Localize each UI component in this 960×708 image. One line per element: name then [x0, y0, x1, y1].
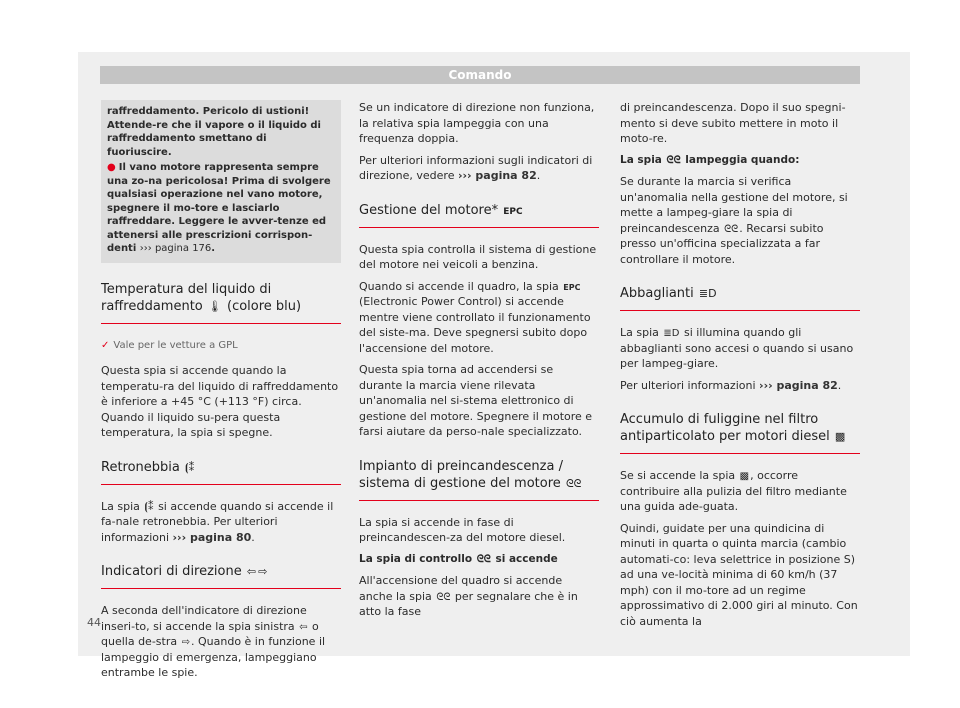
paragraph [620, 325, 860, 372]
turn-left-icon: ⇦ [246, 565, 257, 578]
text: Quando si accende il quadro, la spia [359, 279, 559, 293]
text: si accende [495, 552, 558, 565]
paragraph [359, 153, 599, 184]
text: (Electronic Power Control) si accende mentre viene controllato il funzionamento del siste-ma. Deve spegnersi subito dopo l'accensione del motore. [359, 295, 591, 355]
paragraph [620, 378, 860, 394]
page-link[interactable]: ››› pagina 82 [759, 378, 838, 392]
subheading [620, 153, 860, 169]
particulate-filter-icon: ▩ [739, 471, 750, 482]
particulate-filter-icon: ▩ [834, 430, 846, 443]
page-link[interactable]: ››› pagina 80 [172, 530, 252, 544]
heading-text: Abbaglianti [620, 286, 694, 301]
heading-text: antiparticolato per motori diesel [620, 429, 830, 444]
text: Per ulteriori informazioni sugli indicatori di direzione, vedere [359, 153, 593, 182]
checkmark-icon: ✓ [101, 339, 110, 351]
text: La spia [620, 153, 662, 166]
text: Per ulteriori informazioni [620, 378, 756, 392]
paragraph [101, 603, 341, 681]
high-beam-icon: ≣D [663, 328, 680, 339]
text: Se si accende la spia [620, 469, 736, 482]
epc-icon: EPC [503, 206, 523, 217]
punctuation: . [251, 530, 255, 544]
turn-right-icon: ⇨ [258, 565, 268, 578]
warning-page-link[interactable]: ››› pagina 176 [139, 243, 212, 254]
heading-text: Accumulo di fuliggine nel filtro [620, 412, 819, 427]
section-heading-temperature [101, 281, 341, 324]
paragraph: Quindi, guidate per una quindicina di minuti in quarta o quinta marcia (cambio automati-co: leva selettrice in posizione S) ad una ve-locità minima di 60 km/h (37 mph) con il mo-tore ad un regime approssimativo di 2.000 giri al minuto. Con ciò aumenta la [620, 521, 858, 628]
text: si accende quando si accende il fa-nale retronebbia. Per ulteriori informazioni [101, 499, 334, 544]
text: La spia di controllo [359, 552, 473, 565]
paragraph [620, 174, 860, 267]
coolant-temperature-icon: 🌡 [207, 299, 222, 313]
heading-text: Gestione del motore* [359, 202, 499, 218]
text: o quella de-stra [101, 619, 319, 648]
column-3 [620, 100, 860, 635]
section-heading-high-beam [620, 285, 860, 311]
note-text: Vale per le vetture a GPL [113, 339, 238, 351]
turn-left-icon: ⇦ [299, 621, 308, 633]
paragraph [359, 573, 599, 620]
heading-text: Retronebbia [101, 459, 180, 475]
text: lampeggia quando: [685, 153, 800, 166]
heading-text: Temperatura del liquido di raffreddamento [101, 281, 272, 314]
text: La spia [101, 499, 140, 513]
glow-plug-icon: ᘓᘓ [666, 154, 681, 166]
section-heading-particulate-filter [620, 411, 860, 454]
punctuation: . [536, 169, 541, 182]
glow-plug-icon: ᘓᘓ [436, 591, 451, 603]
paragraph: Se un indicatore di direzione non funziona, la relativa spia lampeggia con una frequenza doppia. [359, 101, 595, 145]
heading-text: Indicatori di direzione [101, 564, 242, 579]
glow-plug-icon: ᘓᘓ [724, 223, 739, 235]
warning-text-1: raffreddamento. Pericolo di ustioni! Attende-re che il vapore o il liquido di raffreddamento smettano di fuoriuscire. [107, 106, 321, 158]
page-number: 44 [87, 616, 101, 629]
text: . Quando è in funzione il lampeggio di emergenza, lampeggiano entrambe le spie. [101, 635, 326, 679]
punctuation: . [837, 378, 842, 392]
glow-plug-icon: ᘓᘓ [476, 553, 491, 565]
rear-fog-light-icon: ⦗⁑ [185, 460, 195, 474]
heading-text: Impianto di preincandescenza / [359, 458, 563, 474]
paragraph: La spia si accende in fase di preincandescen-za del motore diesel. [359, 515, 566, 544]
text: si illumina quando gli abbaglianti sono accesi o quando si usano per lampeg-giare. [620, 326, 854, 370]
bullet-icon: ● [107, 162, 116, 173]
warning-item [107, 161, 333, 256]
rear-fog-light-icon: ⦗⁑ [144, 499, 154, 513]
text: , occorre contribuire alla pulizia del filtro mediante una guida ade-guata. [620, 469, 847, 513]
heading-text: sistema di gestione del motore [359, 475, 561, 491]
section-heading-engine [359, 202, 599, 228]
turn-right-icon: ⇨ [181, 637, 190, 648]
section-heading-fog [101, 459, 341, 485]
column-2 [359, 100, 599, 626]
page-link[interactable]: ››› pagina 82 [457, 169, 537, 182]
warning-text-2: Il vano motore rappresenta sempre una zo-na pericolosa! Prima di svolgere qualsiasi operazione nel vano motore, spegnere il mo-tore e lasciarlo raffreddare. Leggere le avver-tenze ed attenersi alle prescrizioni corrispon-denti [107, 162, 331, 254]
paragraph: di preincandescenza. Dopo il suo spegni-mento si deve subito mettere in moto il moto-re. [620, 101, 846, 145]
high-beam-icon: ≣D [698, 287, 717, 300]
paragraph: Questa spia controlla il sistema di gestione del motore nei veicoli a benzina. [359, 242, 597, 271]
paragraph [620, 468, 860, 515]
paragraph [359, 279, 599, 357]
subheading [359, 552, 599, 568]
text: . Recarsi subito presso un'officina specializzata a far controllare il motore. [620, 221, 824, 266]
section-heading-glow [359, 458, 599, 501]
text: La spia [620, 326, 659, 339]
text: All'accensione del quadro si accende anche la spia [359, 574, 563, 603]
paragraph: Questa spia si accende quando la temperatu-ra del liquido di raffreddamento è inferiore a +45 °C (+113 °F) circa. Quando il liquido su-pera questa temperatura, la spia si spegne. [101, 364, 339, 439]
applicability-note [101, 338, 341, 354]
column-1 [101, 100, 341, 687]
section-heading-turn-signals [101, 563, 341, 589]
paragraph: Questa spia torna ad accendersi se durante la marcia viene rilevata un'anomalia nel si-stema elettronico di gestione del motore. Spegnere il motore e farsi aiutare da perso-nale specializzato. [359, 363, 593, 438]
text: per segnalare che è in atto la fase [359, 589, 578, 618]
punctuation: . [211, 243, 216, 254]
glow-plug-icon: ᘓᘓ [565, 476, 582, 490]
page-header: Comando [100, 66, 860, 84]
text: A seconda dell'indicatore di direzione inseri-to, si accende la spia sinistra [101, 604, 307, 633]
warning-box [101, 100, 341, 263]
epc-icon: EPC [563, 282, 581, 292]
paragraph [101, 499, 341, 546]
text: Se durante la marcia si verifica un'anomalia nella gestione del motore, si mette a lampeg-giare la spia di preincandescenza [620, 175, 848, 235]
heading-text: (colore blu) [227, 298, 302, 314]
